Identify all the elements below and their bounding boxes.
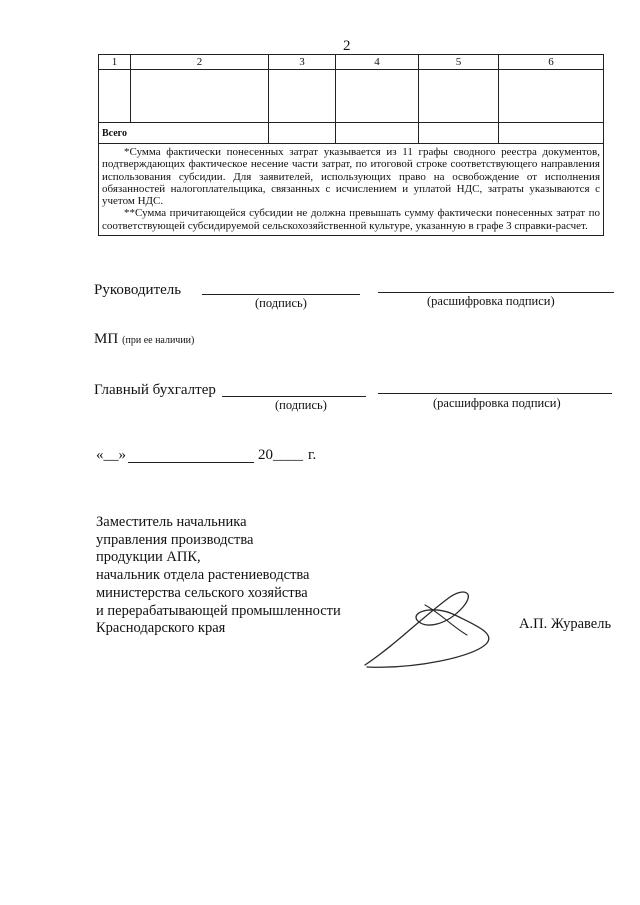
registry-table <box>98 54 604 236</box>
column-number: 3 <box>269 55 336 70</box>
table-cell <box>336 70 419 123</box>
table-cell <box>336 123 419 144</box>
table-notes <box>99 144 604 236</box>
table-cell <box>419 123 499 144</box>
stamp-label: МП <box>94 331 119 347</box>
handwritten-signature <box>355 585 505 675</box>
position-line: министерства сельского хозяйства <box>96 584 308 601</box>
column-number: 4 <box>336 55 419 70</box>
column-number: 6 <box>499 55 604 70</box>
table-notes-row <box>99 144 604 236</box>
head-signature-caption: (подпись) <box>255 296 307 310</box>
head-label: Руководитель <box>94 282 182 298</box>
position-line: управления производства <box>96 531 254 548</box>
table-cell <box>131 70 269 123</box>
table-cell <box>499 123 604 144</box>
accountant-label: Главный бухгалтер <box>94 382 216 398</box>
accountant-signature-line <box>222 396 366 397</box>
note-1: *Сумма фактически понесенных затрат указывается из 11 графы сводного реестра документов, подтверждающих фактическое несение части затрат, по итоговой строке соответствующего направления использования субсидии. Для заявителей, использующих право на освобождение от исполнения обязанностей налогоплательщика, связанных с исчислением и уплатой НДС, затраты указываются с учетом НДС. <box>102 146 600 208</box>
table-cell <box>499 70 604 123</box>
date-year: 20____ <box>258 447 303 463</box>
column-number: 1 <box>99 55 131 70</box>
position-line: и перерабатывающей промышленности <box>96 602 341 619</box>
column-number: 5 <box>419 55 499 70</box>
head-decode-line <box>378 292 614 293</box>
date-open: «__» <box>96 447 126 463</box>
stamp-line <box>94 330 194 348</box>
head-signature-line <box>202 294 360 295</box>
date-suffix: г. <box>308 447 317 463</box>
position-line: начальник отдела растениеводства <box>96 567 310 584</box>
table-cell <box>269 70 336 123</box>
approver-name: А.П. Журавель <box>519 616 612 632</box>
stamp-note: (при ее наличии) <box>122 335 195 346</box>
accountant-decode-caption: (расшифровка подписи) <box>433 396 561 410</box>
table-cell <box>269 123 336 144</box>
position-line: Краснодарского края <box>96 620 226 637</box>
table-row <box>99 70 604 123</box>
date-line <box>128 462 254 463</box>
table-header-row <box>99 55 604 70</box>
note-2: **Сумма причитающейся субсидии не должна превышать сумму фактически понесенных затрат по соответствующей субсидируемой сельскохозяйственной культуре, указанную в графе 3 справки-расчет. <box>102 207 600 232</box>
position-line: Заместитель начальника <box>96 514 247 530</box>
page-number: 2 <box>343 38 351 54</box>
accountant-signature-caption: (подпись) <box>275 398 327 412</box>
accountant-decode-line <box>378 393 612 394</box>
position-line: продукции АПК, <box>96 549 201 566</box>
head-decode-caption: (расшифровка подписи) <box>427 294 555 308</box>
approver-position <box>96 514 341 638</box>
table-cell <box>99 70 131 123</box>
table-total-row <box>99 123 604 144</box>
total-label: Всего <box>99 123 269 144</box>
column-number: 2 <box>131 55 269 70</box>
table-cell <box>419 70 499 123</box>
